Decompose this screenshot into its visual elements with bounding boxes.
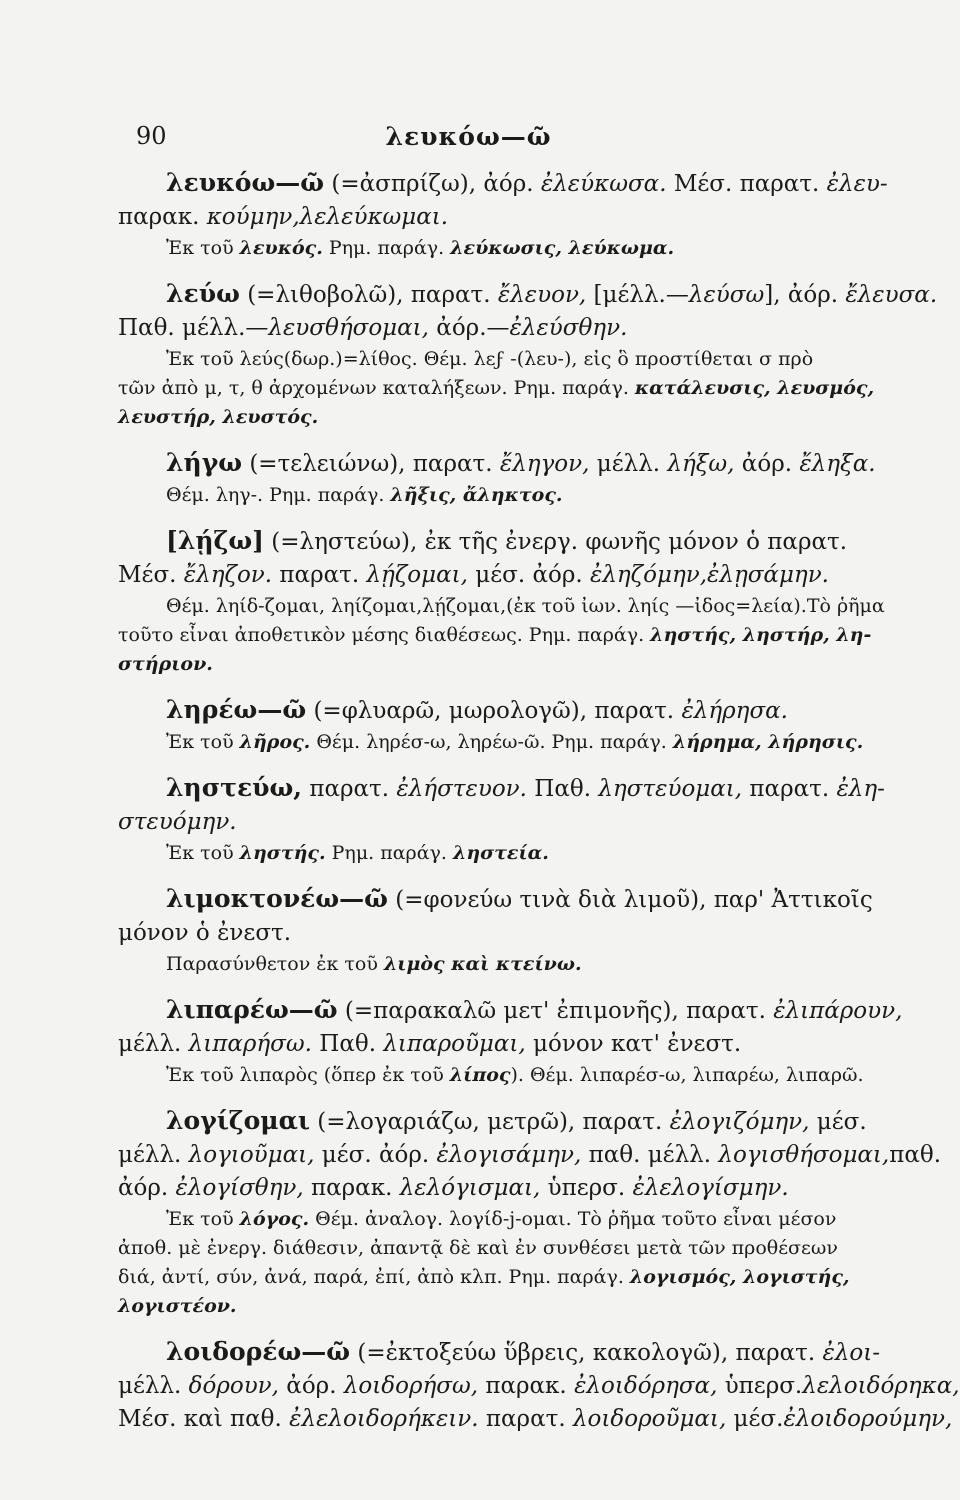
text: (=λιθοβολῶ), παρατ. (239, 282, 498, 308)
headword: λοιδορέω—ῶ (166, 1337, 351, 1366)
verb-form: λογιοῦμαι, (188, 1142, 315, 1168)
entry-line (118, 693, 896, 728)
text: (=τελειώνω), παρατ. (242, 451, 500, 477)
entry-line (118, 993, 903, 1028)
text: (=ἀσπρίζω), ἀόρ. (324, 171, 541, 197)
derivative: στήριον. (118, 653, 213, 675)
text: Μέσ. (118, 562, 184, 588)
text: Ἐκ τοῦ (166, 237, 240, 259)
text: παρατ. (272, 562, 367, 588)
text: μέσ. (809, 1109, 867, 1135)
verb-form: ἔληγον, (499, 451, 590, 477)
text: Ἐκ τοῦ (166, 842, 240, 864)
headword: ληρέω—ῶ (166, 695, 307, 724)
entry-line (118, 1172, 896, 1205)
text: (=παρακαλῶ μετ' ἐπιμονῆς), παρατ. (337, 998, 774, 1024)
text: [μέλλ.— (586, 282, 689, 308)
verb-form: ἐλῃσάμην. (707, 562, 829, 588)
running-head: λευκόω—ῶ (385, 122, 552, 151)
text: ἀόρ. (278, 1373, 344, 1399)
text: μέσ. ἀόρ. (467, 562, 590, 588)
etymology-line (118, 839, 896, 868)
derivative: λογιστέον. (118, 1295, 237, 1317)
verb-form: λοιδορήσω, (343, 1373, 479, 1399)
derivative: λόγος. (239, 1208, 310, 1230)
dictionary-entry (118, 993, 903, 1090)
text: Ἐκ τοῦ λεύς(δωρ.)=λίθος. Θέμ. λεϝ -(λευ-), εἰς ὃ προστίθεται σ πρὸ (166, 348, 814, 370)
entry-line (118, 771, 896, 806)
derivative: λῆξις, ἄληκτος. (390, 484, 563, 506)
headword: λήγω (166, 448, 243, 477)
dictionary-entry (118, 446, 896, 510)
etymology-line (118, 621, 896, 650)
verb-form: ἔληξα. (799, 451, 876, 477)
entry-line (118, 446, 896, 481)
text: ὑπερσ. (540, 1175, 633, 1201)
verb-form: ἐλήστευον. (396, 776, 527, 802)
derivative: λιμὸς καὶ κτείνω. (383, 953, 582, 975)
verb-form: ἐλογίσθην, (175, 1175, 304, 1201)
verb-form: ἐλη- (836, 776, 885, 802)
text: Θέμ. ληγ-. Ρημ. παράγ. (166, 484, 391, 506)
etymology-line (118, 950, 896, 979)
text: τῶν ἀπὸ μ, τ, θ ἀρχομένων καταλήξεων. Ρημ. παράγ. (118, 377, 635, 399)
etymology-line (118, 650, 896, 679)
text: μέλλ. (589, 451, 668, 477)
etymology-line (118, 374, 896, 403)
entry-line (118, 882, 896, 917)
verb-form: ἐλοι- (822, 1340, 881, 1366)
headword: λιπαρέω—ῶ (166, 995, 338, 1024)
headword: λιμοκτονέω—ῶ (166, 884, 388, 913)
text: ἀποθ. μὲ ἐνεργ. διάθεσιν, ἀπαντᾷ δὲ καὶ ἐν συνθέσει μετὰ τῶν προθέσεων (118, 1237, 838, 1259)
derivative: λῆρος. (239, 731, 311, 753)
text: παθ. (889, 1142, 942, 1168)
text: Ρημ. παράγ. (325, 842, 453, 864)
text: παρακ. (118, 204, 207, 230)
etymology-line (118, 403, 896, 432)
text: Ρημ. παράγ. (322, 237, 451, 259)
verb-form: λελόγισμαι, (399, 1175, 541, 1201)
dictionary-entry (118, 771, 896, 868)
text: (=φλυαρῶ, μωρολογῶ), παρατ. (306, 698, 682, 724)
verb-form: λιπαροῦμαι, (383, 1031, 526, 1057)
dictionary-entry (118, 277, 938, 432)
entry-line (118, 1028, 896, 1061)
verb-form: ἐλοιδορούμην, (783, 1406, 953, 1432)
text: ἀόρ.— (428, 315, 510, 341)
headword: λεύω (166, 279, 240, 308)
text: μέλλ. (118, 1142, 189, 1168)
dictionary-entry (118, 1335, 960, 1436)
text: ἀόρ. (734, 451, 800, 477)
derivative: κατάλευσις, λευσμός, (634, 377, 875, 399)
etymology-line (118, 592, 896, 621)
dictionary-entry (118, 524, 896, 679)
verb-form: ἐλήρησα. (681, 698, 788, 724)
verb-form: λήξω, (667, 451, 735, 477)
verb-form: κούμην, (206, 204, 300, 230)
entry-line (118, 917, 896, 950)
etymology-line (118, 1061, 896, 1090)
text: τοῦτο εἶναι ἀποθετικὸν μέσης διαθέσεως. Ρημ. παράγ. (118, 624, 651, 646)
verb-form: ἔλευσα. (845, 282, 938, 308)
derivative: ληστής, ληστήρ, λη- (650, 624, 872, 646)
verb-form: ἐλιπάρουν, (773, 998, 903, 1024)
entry-line (118, 201, 896, 234)
dictionary-entry (118, 166, 896, 263)
entry-line (118, 277, 938, 312)
etymology-line (118, 1205, 896, 1234)
entry-line (118, 1403, 953, 1436)
entry-line (118, 312, 896, 345)
entry-line (118, 166, 896, 201)
verb-form: ἐλογιζόμην, (669, 1109, 810, 1135)
verb-form: ἐλοιδόρησα, (574, 1373, 718, 1399)
headword: λογίζομαι (166, 1106, 310, 1135)
text: Μέσ. παρατ. (666, 171, 827, 197)
etymology-line (118, 481, 896, 510)
dictionary-entry (118, 693, 896, 757)
verb-form: λευσθήσομαι, (268, 315, 429, 341)
derivative: λεύκωσις, λεύκωμα. (450, 237, 675, 259)
verb-form: ἐλογισάμην, (436, 1142, 582, 1168)
text: μέλλ. (118, 1373, 189, 1399)
verb-form: λιπαρήσω. (188, 1031, 312, 1057)
verb-form: στευόμην. (118, 809, 237, 835)
text: (=λογαριάζω, μετρῶ), παρατ. (309, 1109, 670, 1135)
entry-line (118, 1139, 942, 1172)
verb-form: ληστεύομαι, (598, 776, 743, 802)
entry-line (118, 524, 896, 559)
verb-form: λοιδοροῦμαι, (572, 1406, 727, 1432)
text: (=ἐκτοξεύω ὕβρεις, κακολογῶ), παρατ. (350, 1340, 823, 1366)
verb-form: ἐληζόμην, (589, 562, 708, 588)
text: μόνον ὁ ἐνεστ. (118, 920, 292, 946)
derivative: ληστής. (239, 842, 326, 864)
verb-form: ἐλεύκωσα. (540, 171, 667, 197)
derivative: ληστεία. (453, 842, 549, 864)
text: Παθ. (526, 776, 599, 802)
page-number: 90 (136, 122, 167, 150)
verb-form: ἐλελογίσμην. (632, 1175, 789, 1201)
text: ). Θέμ. λιπαρέσ-ω, λιπαρέω, λιπαρῶ. (510, 1064, 864, 1086)
text: Μέσ. καὶ παθ. (118, 1406, 290, 1432)
verb-form: λογισθήσομαι, (718, 1142, 890, 1168)
derivative: λευκός. (239, 237, 323, 259)
text: παθ. μέλλ. (581, 1142, 719, 1168)
text: ἀόρ. (118, 1175, 176, 1201)
text: μέσ. ἀόρ. (314, 1142, 437, 1168)
text: ], ἀόρ. (764, 282, 846, 308)
text: Παθ. (311, 1031, 384, 1057)
etymology-line (118, 345, 896, 374)
verb-form: λελοιδόρηκα, (802, 1373, 960, 1399)
entry-line (118, 1335, 896, 1370)
text: Ἐκ τοῦ λιπαρὸς (ὅπερ ἐκ τοῦ (166, 1064, 450, 1086)
entry-line (118, 559, 896, 592)
text: Θέμ. ληίδ-ζομαι, ληίζομαι,λῄζομαι,(ἐκ τοῦ ἰων. ληίς —ἰδος=λεία).Τὸ ῥῆμα (166, 595, 885, 617)
derivative: λίπος (449, 1064, 511, 1086)
verb-form: δόρουν, (188, 1373, 279, 1399)
headword: ληστεύω, (166, 773, 303, 802)
text: παρατ. (742, 776, 837, 802)
text: Παθ. μέλλ.— (118, 315, 269, 341)
text: Θέμ. ληρέσ-ω, ληρέω-ῶ. Ρημ. παράγ. (310, 731, 673, 753)
derivative: λήρημα, λήρησις. (672, 731, 864, 753)
verb-form: ἔλευον, (497, 282, 587, 308)
derivative: λευστήρ, λευστός. (118, 406, 319, 428)
entry-line (118, 806, 896, 839)
etymology-line (118, 1263, 896, 1292)
dictionary-entry (118, 882, 896, 979)
headword: [λῄζω] (166, 526, 264, 555)
verb-form: λῄζομαι, (366, 562, 468, 588)
etymology-line (118, 1292, 896, 1321)
derivative: λογισμός, λογιστής, (629, 1266, 850, 1288)
etymology-line (118, 234, 896, 263)
text: παρατ. (478, 1406, 573, 1432)
entry-line (118, 1370, 960, 1403)
headword: λευκόω—ῶ (166, 168, 325, 197)
text: παρακ. (478, 1373, 575, 1399)
text: παρακ. (303, 1175, 400, 1201)
text: (=ληστεύω), ἐκ τῆς ἐνεργ. φωνῆς μόνον ὁ παρατ. (263, 529, 848, 555)
text: Θέμ. ἀναλογ. λογίδ-j-ομαι. Τὸ ῥῆμα τοῦτο εἶναι μέσον (309, 1208, 837, 1230)
verb-form: ἐλελοιδορήκειν. (289, 1406, 479, 1432)
verb-form: λελεύκωμαι. (299, 204, 449, 230)
text: διά, ἀντί, σύν, ἀνά, παρά, ἐπί, ἀπὸ κλπ. Ρημ. παράγ. (118, 1266, 630, 1288)
text: μέλλ. (118, 1031, 189, 1057)
text: παρατ. (302, 776, 397, 802)
text: Ἐκ τοῦ (166, 731, 240, 753)
text: ὑπερσ. (717, 1373, 803, 1399)
verb-form: ἔληζον. (183, 562, 273, 588)
verb-form: ἐλευ- (826, 171, 888, 197)
entry-line (118, 1104, 896, 1139)
dictionary-entry (118, 1104, 942, 1321)
verb-form: ἐλεύσθην. (509, 315, 628, 341)
text: Παρασύνθετον ἐκ τοῦ (166, 953, 384, 975)
verb-form: λεύσω (688, 282, 765, 308)
text: Ἐκ τοῦ (166, 1208, 240, 1230)
text: μέσ. (726, 1406, 784, 1432)
dictionary-entries (118, 152, 960, 1436)
text: μόνον κατ' ἐνεστ. (525, 1031, 742, 1057)
etymology-line (118, 728, 896, 757)
etymology-line (118, 1234, 896, 1263)
text: (=φονεύω τινὰ διὰ λιμοῦ), παρ' Ἀττικοῖς (388, 887, 873, 913)
